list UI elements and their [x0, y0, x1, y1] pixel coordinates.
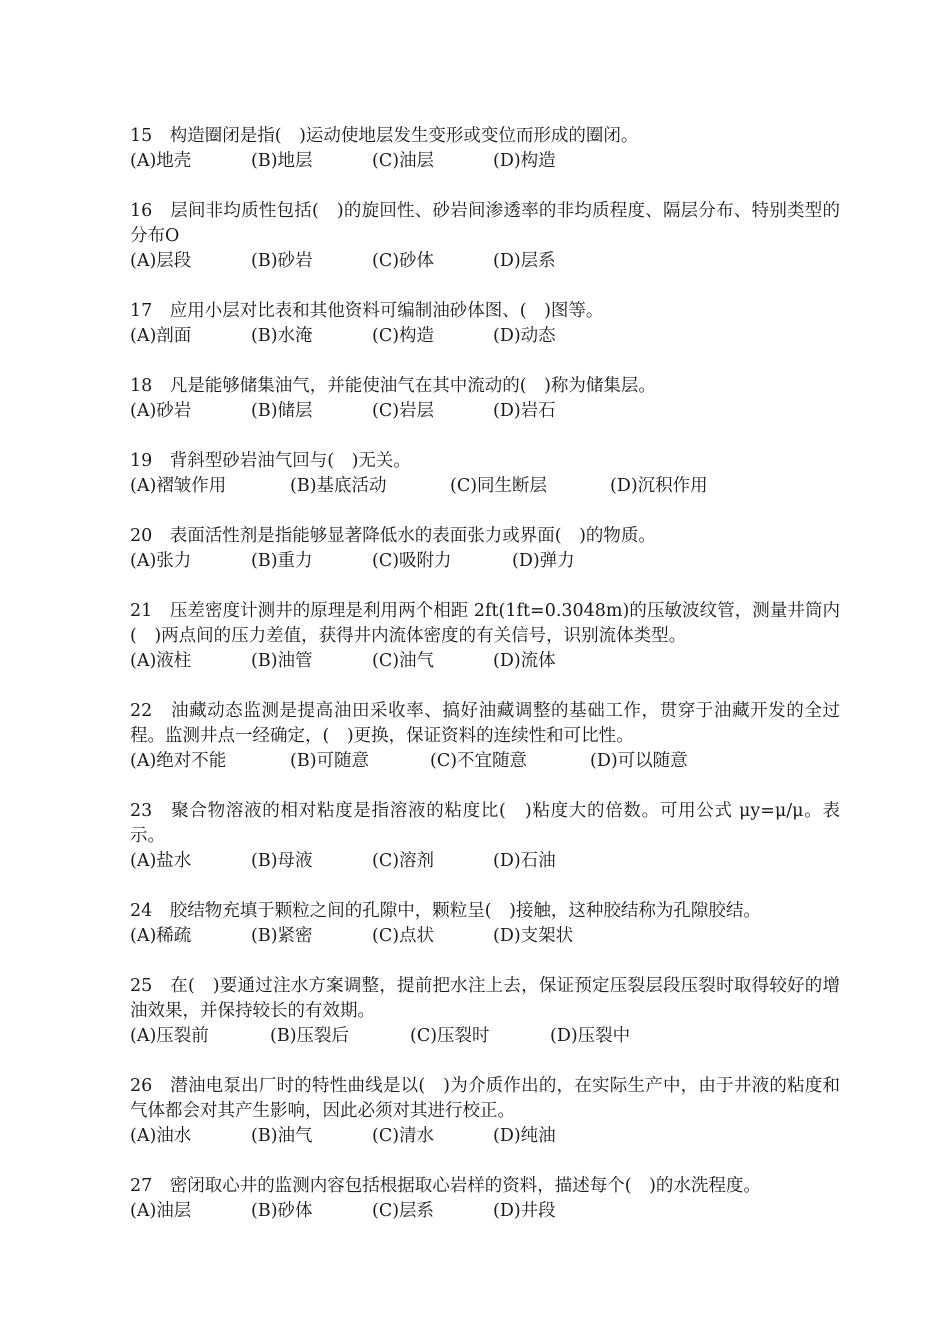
question-stem: 25 在( )要通过注水方案调整，提前把水注上去，保证预定压裂层段压裂时取得较好的增油效果，并保持较长的有效期。	[130, 976, 840, 1021]
options-row	[130, 149, 840, 174]
option-b: (B)母液	[251, 851, 313, 871]
option-b: (B)储层	[251, 401, 313, 421]
options-row	[130, 549, 840, 574]
option-c: (C)清水	[372, 1126, 435, 1146]
options-row	[130, 849, 840, 874]
option-d: (D)沉积作用	[610, 476, 708, 496]
question-25	[130, 974, 840, 1049]
question-24	[130, 899, 840, 949]
options-row	[130, 1199, 840, 1224]
option-a: (A)油层	[130, 1201, 192, 1221]
option-b: (B)重力	[251, 551, 313, 571]
option-a: (A)张力	[130, 551, 192, 571]
option-d: (D)流体	[493, 651, 556, 671]
question-18	[130, 374, 840, 424]
options-row	[130, 1024, 840, 1049]
options-row	[130, 249, 840, 274]
option-a: (A)褶皱作用	[130, 476, 227, 496]
option-b: (B)基底活动	[290, 476, 387, 496]
option-b: (B)砂体	[251, 1201, 313, 1221]
option-d: (D)动态	[493, 326, 556, 346]
option-c: (C)层系	[372, 1201, 435, 1221]
option-a: (A)层段	[130, 251, 192, 271]
option-b: (B)油气	[251, 1126, 313, 1146]
option-d: (D)层系	[493, 251, 556, 271]
option-c: (C)不宜随意	[430, 751, 528, 771]
option-c: (C)油气	[372, 651, 435, 671]
option-c: (C)点状	[372, 926, 435, 946]
option-c: (C)吸附力	[372, 551, 452, 571]
question-stem: 16 层间非均质性包括( )的旋回性、砂岩间渗透率的非均质程度、隔层分布、特别类型的分布O	[130, 201, 840, 246]
option-c: (C)油层	[372, 151, 435, 171]
question-stem: 19 背斜型砂岩油气回与( )无关。	[130, 451, 411, 471]
option-d: (D)构造	[493, 151, 556, 171]
option-b: (B)紧密	[251, 926, 313, 946]
question-stem: 18 凡是能够储集油气，并能使油气在其中流动的( )称为储集层。	[130, 376, 656, 396]
question-stem: 20 表面活性剂是指能够显著降低水的表面张力或界面( )的物质。	[130, 526, 656, 546]
question-19	[130, 449, 840, 499]
document-page	[130, 124, 840, 1249]
option-a: (A)地壳	[130, 151, 192, 171]
option-d: (D)岩石	[493, 401, 556, 421]
question-stem: 22 油藏动态监测是提高油田采收率、搞好油藏调整的基础工作，贯穿于油藏开发的全过程。监测井点一经确定，( )更换，保证资料的连续性和可比性。	[130, 701, 840, 746]
option-b: (B)压裂后	[270, 1026, 350, 1046]
question-stem: 23 聚合物溶液的相对粘度是指溶液的粘度比( )粘度大的倍数。可用公式 μy=μ/μ。表示。	[130, 801, 840, 846]
option-a: (A)稀疏	[130, 926, 192, 946]
question-15	[130, 124, 840, 174]
option-d: (D)可以随意	[590, 751, 688, 771]
option-b: (B)水淹	[251, 326, 313, 346]
option-b: (B)地层	[251, 151, 313, 171]
option-a: (A)砂岩	[130, 401, 192, 421]
option-d: (D)压裂中	[550, 1026, 631, 1046]
option-c: (C)同生断层	[450, 476, 548, 496]
option-c: (C)构造	[372, 326, 435, 346]
options-row	[130, 399, 840, 424]
option-b: (B)油管	[251, 651, 313, 671]
question-stem: 26 潜油电泵出厂时的特性曲线是以( )为介质作出的，在实际生产中，由于井液的粘度和气体都会对其产生影响，因此必须对其进行校正。	[130, 1076, 840, 1121]
question-26	[130, 1074, 840, 1149]
options-row	[130, 924, 840, 949]
question-20	[130, 524, 840, 574]
option-d: (D)纯油	[493, 1126, 556, 1146]
question-23	[130, 799, 840, 874]
options-row	[130, 1124, 840, 1149]
options-row	[130, 749, 840, 774]
question-17	[130, 299, 840, 349]
question-21	[130, 599, 840, 674]
question-22	[130, 699, 840, 774]
question-27	[130, 1174, 840, 1224]
option-d: (D)弹力	[512, 551, 575, 571]
option-a: (A)压裂前	[130, 1026, 209, 1046]
option-a: (A)绝对不能	[130, 751, 227, 771]
option-d: (D)支架状	[493, 926, 574, 946]
option-b: (B)砂岩	[251, 251, 313, 271]
option-c: (C)砂体	[372, 251, 435, 271]
question-stem: 27 密闭取心井的监测内容包括根据取心岩样的资料，描述每个( )的水洗程度。	[130, 1176, 761, 1196]
question-stem: 17 应用小层对比表和其他资料可编制油砂体图、( )图等。	[130, 301, 604, 321]
option-c: (C)岩层	[372, 401, 435, 421]
option-c: (C)溶剂	[372, 851, 435, 871]
options-row	[130, 324, 840, 349]
question-stem: 15 构造圈闭是指( )运动使地层发生变形或变位而形成的圈闭。	[130, 126, 639, 146]
question-stem: 24 胶结物充填于颗粒之间的孔隙中，颗粒呈( )接触，这种胶结称为孔隙胶结。	[130, 901, 761, 921]
options-row	[130, 649, 840, 674]
question-16	[130, 199, 840, 274]
option-c: (C)压裂时	[410, 1026, 490, 1046]
option-a: (A)液柱	[130, 651, 192, 671]
question-stem: 21 压差密度计测井的原理是利用两个相距 2ft(1ft=0.3048m)的压敏波纹管，测量井筒内( )两点间的压力差值，获得井内流体密度的有关信号，识别流体类型。	[130, 601, 840, 646]
option-a: (A)盐水	[130, 851, 192, 871]
option-a: (A)油水	[130, 1126, 192, 1146]
option-b: (B)可随意	[290, 751, 370, 771]
option-d: (D)石油	[493, 851, 556, 871]
options-row	[130, 474, 840, 499]
option-d: (D)井段	[493, 1201, 556, 1221]
option-a: (A)剖面	[130, 326, 192, 346]
